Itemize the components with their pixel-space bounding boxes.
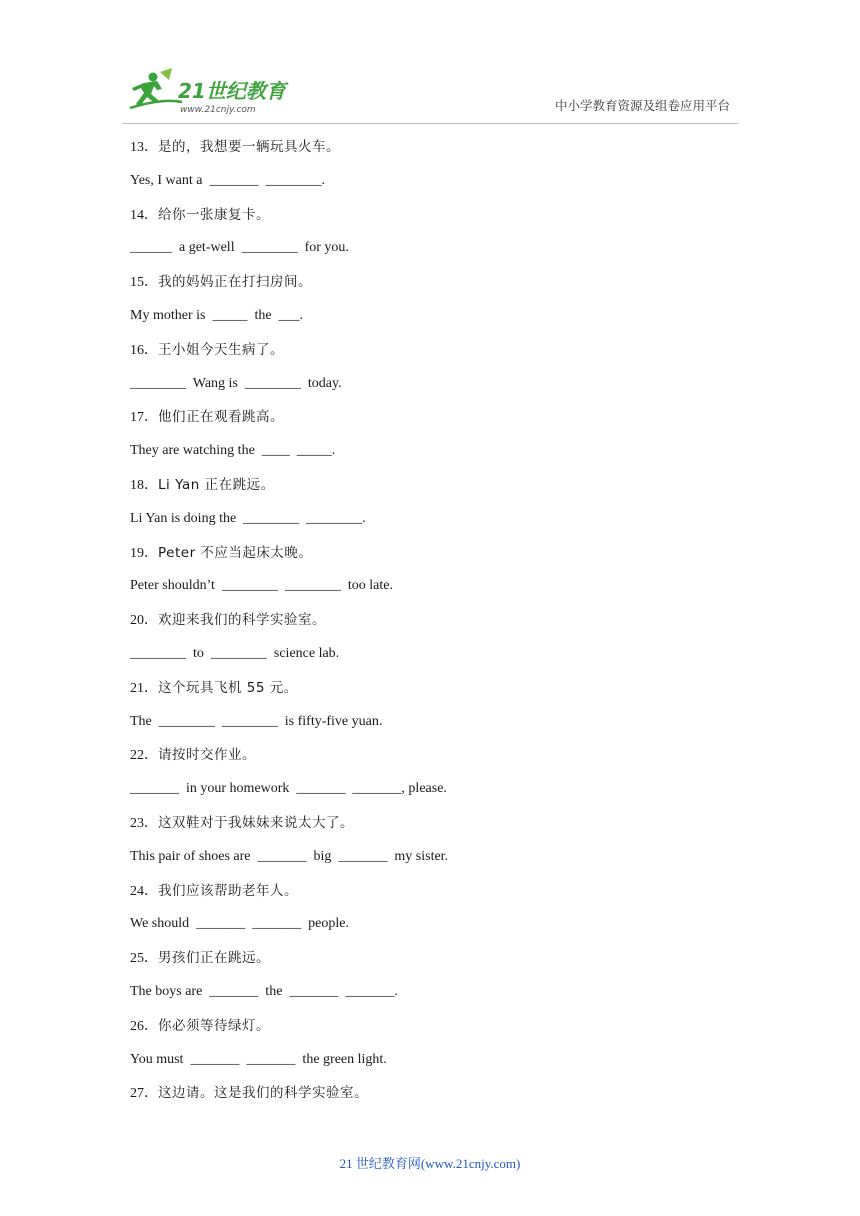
question-chinese: 我们应该帮助老年人。 [158, 882, 298, 899]
question-prompt [130, 744, 750, 778]
question-number: 20． [130, 613, 158, 629]
question-chinese: Li Yan 正在跳远。 [158, 476, 275, 493]
exercise-list [130, 136, 750, 1116]
question-prompt [130, 542, 750, 576]
answer-sentence: The ________ ________ is fifty-five yuan. [130, 713, 383, 729]
question-chinese: 欢迎来我们的科学实验室。 [158, 612, 326, 629]
question-number: 16． [130, 342, 158, 358]
question-number: 27． [130, 1086, 158, 1102]
question-prompt [130, 136, 750, 170]
answer-sentence: Li Yan is doing the ________ ________. [130, 510, 366, 526]
21cnjy-logo [122, 68, 292, 116]
question-number: 13． [130, 140, 158, 155]
question-number: 17． [130, 410, 158, 426]
question-prompt [130, 1015, 750, 1049]
question-chinese: 男孩们正在跳远。 [158, 950, 270, 967]
question-number: 19． [130, 545, 158, 561]
question-prompt [130, 271, 750, 305]
question-prompt [130, 406, 750, 440]
question-prompt [130, 339, 750, 373]
logo-url: www.21cnjy.com [180, 105, 256, 115]
question-number: 24． [130, 883, 158, 899]
question-number: 23． [130, 815, 158, 831]
question-number: 26． [130, 1018, 158, 1034]
question-prompt [130, 947, 750, 981]
answer-sentence: They are watching the ____ _____. [130, 443, 336, 459]
question-chinese: 你必须等待绿灯。 [158, 1017, 270, 1034]
answer-sentence: The boys are _______ the _______ _______. [130, 983, 398, 999]
question-chinese: 他们正在观看跳高。 [158, 409, 284, 426]
question-prompt [130, 204, 750, 238]
question-chinese: Peter 不应当起床太晚。 [158, 544, 313, 561]
header-divider [122, 123, 738, 124]
question-chinese: 我的妈妈正在打扫房间。 [158, 274, 312, 291]
question-number: 21． [130, 680, 158, 696]
question-chinese: 请按时交作业。 [158, 747, 256, 764]
question-chinese: 这边请。这是我们的科学实验室。 [158, 1085, 368, 1102]
answer-sentence: Yes, I want a _______ ________. [130, 172, 325, 188]
answer-sentence: ________ Wang is ________ today. [130, 375, 342, 391]
question-prompt [130, 677, 750, 711]
answer-sentence: We should _______ _______ people. [130, 916, 349, 932]
answer-sentence: _______ in your homework _______ _______, please. [130, 781, 447, 797]
question-chinese: 这双鞋对于我妹妹来说太大了。 [158, 814, 354, 831]
answer-sentence: My mother is _____ the ___. [130, 307, 304, 323]
platform-label: 中小学教育资源及组卷应用平台 [554, 98, 730, 113]
question-chinese: 给你一张康复卡。 [158, 206, 270, 223]
question-chinese: 是的，我想要一辆玩具火车。 [158, 139, 340, 155]
question-number: 25． [130, 951, 158, 967]
answer-sentence: ________ to ________ science lab. [130, 645, 340, 661]
question-number: 18． [130, 477, 158, 493]
question-prompt [130, 812, 750, 846]
answer-sentence: This pair of shoes are _______ big _______ my sister. [130, 848, 449, 864]
question-chinese: 这个玩具飞机 55 元。 [158, 679, 298, 696]
question-prompt [130, 1082, 750, 1116]
question-prompt [130, 880, 750, 914]
answer-sentence: You must _______ _______ the green light. [130, 1051, 387, 1067]
footer-site-link[interactable]: 21 世纪教育网(www.21cnjy.com) [339, 1156, 521, 1171]
question-chinese: 王小姐今天生病了。 [158, 341, 284, 358]
answer-sentence: Peter shouldn’t ________ ________ too late. [130, 578, 393, 594]
question-number: 14． [130, 207, 158, 223]
page-header [0, 0, 860, 126]
question-prompt [130, 474, 750, 508]
answer-sentence: ______ a get-well ________ for you. [130, 240, 349, 256]
question-number: 15． [130, 275, 158, 291]
question-prompt [130, 609, 750, 643]
logo-text: 21世纪教育 [178, 79, 286, 103]
question-number: 22． [130, 748, 158, 764]
